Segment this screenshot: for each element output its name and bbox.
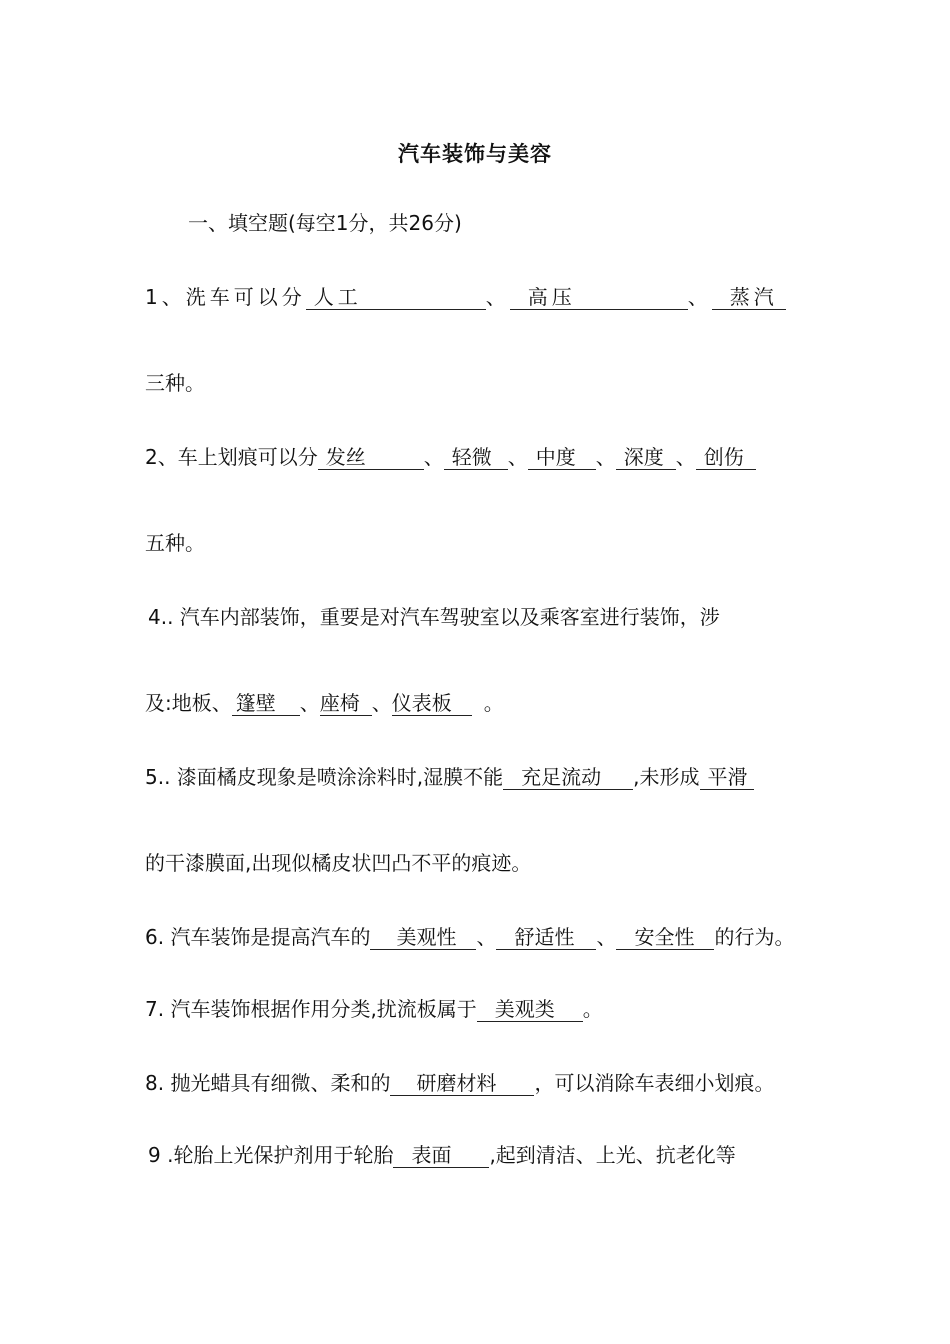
- q1-blank-2: 高压: [510, 285, 688, 310]
- q2-blank-1: 发丝: [318, 445, 424, 470]
- q2-sep-4: 、: [675, 445, 696, 469]
- question-9: [148, 1140, 828, 1170]
- q4-sep-1: 、: [299, 691, 320, 715]
- q1-blank-1: 人工: [306, 285, 486, 310]
- question-1: [145, 282, 825, 312]
- question-6: [145, 922, 825, 952]
- q4-end: 。: [483, 691, 504, 715]
- q2-blank-4: 深度: [616, 445, 676, 470]
- question-1-continuation: 三种。: [145, 371, 205, 395]
- q7-blank-1: 美观类: [477, 997, 583, 1022]
- q2-blank-3: 中度: [528, 445, 596, 470]
- q2-blank-2: 轻微: [444, 445, 508, 470]
- q9-blank-1: 表面: [393, 1143, 489, 1168]
- q5-blank-2: 平滑: [700, 765, 754, 790]
- q1-sep-1: 、: [485, 285, 510, 309]
- q4-blank-2: 座椅: [320, 691, 372, 716]
- question-4: 4.. 汽车内部装饰，重要是对汽车驾驶室以及乘客室进行装饰，涉: [148, 605, 720, 629]
- q6-blank-1: 美观性: [370, 925, 476, 950]
- q2-blank-5: 创伤: [696, 445, 756, 470]
- question-2: [145, 442, 825, 472]
- q6-blank-2: 舒适性: [496, 925, 596, 950]
- q6-blank-3: 安全性: [616, 925, 714, 950]
- q2-sep-2: 、: [507, 445, 528, 469]
- q5-blank-1: 充足流动: [503, 765, 633, 790]
- q6-sep-2: 、: [596, 925, 617, 949]
- question-5-continuation: 的干漆膜面,出现似橘皮状凹凸不平的痕迹。: [145, 851, 532, 875]
- q6-end: 的行为。: [714, 925, 795, 949]
- q8-prefix: 8. 抛光蜡具有细微、柔和的: [145, 1071, 391, 1095]
- q7-prefix: 7. 汽车装饰根据作用分类,扰流板属于: [145, 997, 477, 1021]
- q4-blank-3: 仪表板: [392, 691, 472, 716]
- q9-end: ,起到清洁、上光、抗老化等: [489, 1143, 736, 1167]
- q7-end: 。: [582, 997, 603, 1021]
- q5-prefix: 5.. 漆面橘皮现象是喷涂涂料时,湿膜不能: [145, 765, 504, 789]
- q6-prefix: 6. 汽车装饰是提高汽车的: [145, 925, 371, 949]
- q4-blank-1: 篷壁: [232, 691, 300, 716]
- question-2-continuation: 五种。: [145, 531, 205, 555]
- q1-blank-3: 蒸汽: [712, 285, 786, 310]
- q1-prefix: 1、洗车可以分: [145, 285, 306, 309]
- q2-sep-1: 、: [423, 445, 444, 469]
- section-heading: 一、填空题(每空1分，共26分): [188, 211, 462, 235]
- q2-sep-3: 、: [595, 445, 616, 469]
- q4-sep-2: 、: [371, 691, 392, 715]
- question-8: [145, 1068, 825, 1098]
- q5-mid: ,未形成: [633, 765, 700, 789]
- q8-end: ，可以消除车表细小划痕。: [534, 1071, 775, 1095]
- page-title: 汽车装饰与美容: [398, 142, 552, 166]
- question-7: [145, 994, 825, 1024]
- q6-sep-1: 、: [476, 925, 497, 949]
- question-5: [145, 762, 825, 792]
- q4-cont-prefix: 及:地板、: [145, 691, 232, 715]
- q9-prefix: 9 .轮胎上光保护剂用于轮胎: [148, 1143, 394, 1167]
- q1-sep-2: 、: [687, 285, 712, 309]
- q8-blank-1: 研磨材料: [390, 1071, 534, 1096]
- q2-prefix: 2、车上划痕可以分: [145, 445, 318, 469]
- question-4-continuation: [145, 688, 825, 718]
